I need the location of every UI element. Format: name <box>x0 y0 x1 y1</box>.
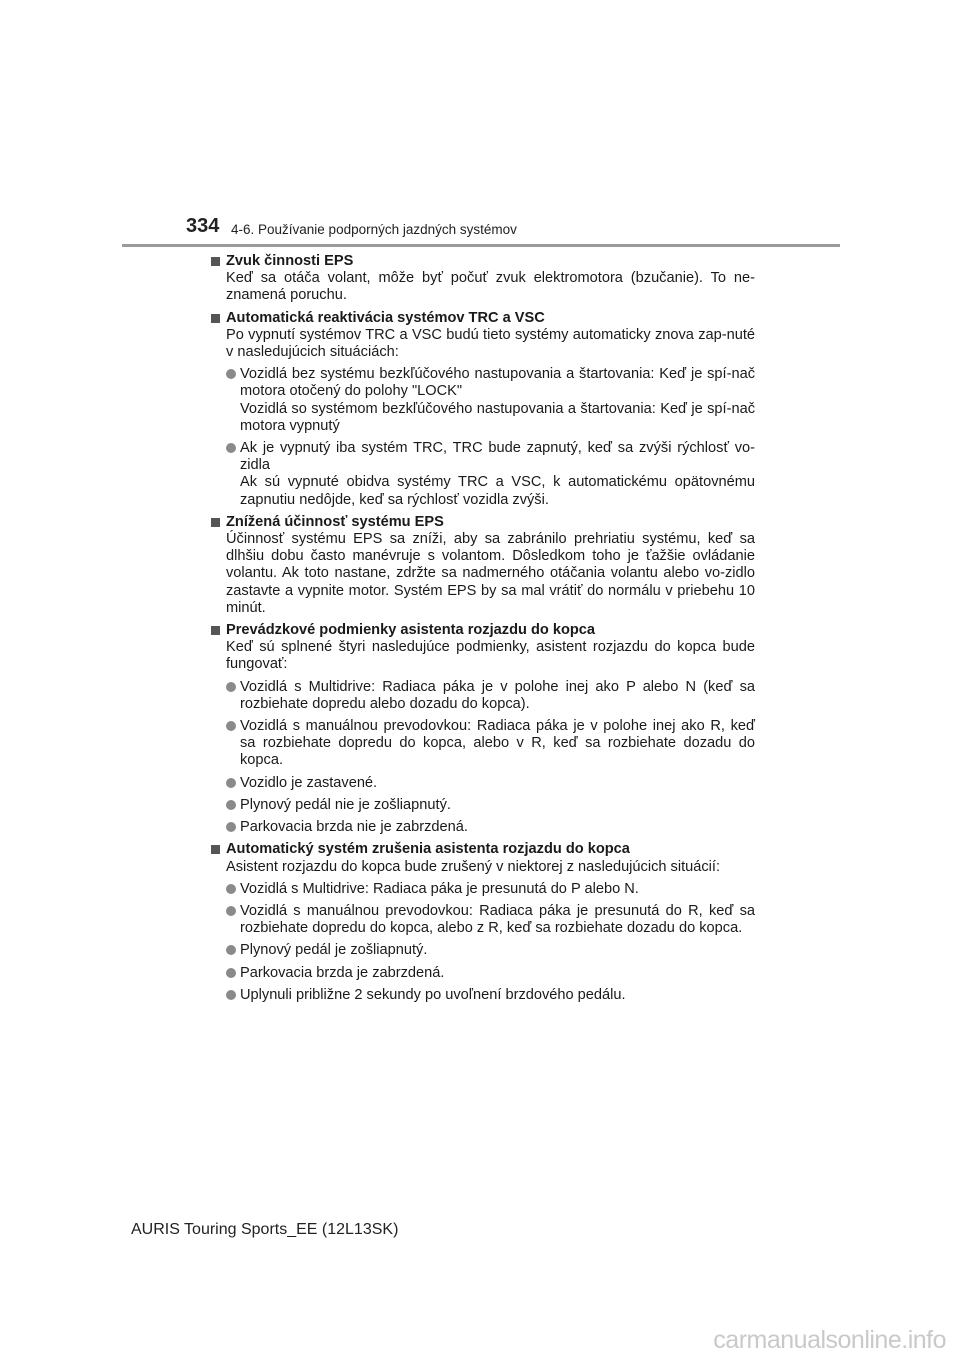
header-divider <box>122 244 840 247</box>
section-title: 4-6. Používanie podporných jazdných systémov <box>231 222 517 237</box>
bullet-text <box>240 987 755 1004</box>
section-paragraph: Po vypnutí systémov TRC a VSC budú tieto systémy automaticky znova zap-nuté v nasledujúcich situáciách: <box>226 326 755 361</box>
section-block <box>211 622 755 836</box>
bullet-text <box>240 797 755 814</box>
section-heading <box>211 514 755 531</box>
section-block <box>211 841 755 1004</box>
round-bullet-icon <box>226 822 236 832</box>
bullet-text-line: Vozidlo je zastavené. <box>240 774 378 791</box>
page-number: 334 <box>186 215 220 237</box>
bullet-text <box>240 679 755 713</box>
section-block <box>211 514 755 617</box>
bullet-text <box>240 718 755 770</box>
main-content <box>211 253 755 1009</box>
section-heading <box>211 841 755 858</box>
bullet-item <box>226 797 755 814</box>
bullet-text-line: Vozidlá s Multidrive: Radiaca páka je v polohe inej ako P alebo N (keď sa rozbiehate dopredu alebo dozadu do kopca). <box>240 678 755 712</box>
bullet-text-line: Vozidlá bez systému bezkľúčového nastupovania a štartovania: Keď je spí-nač motora otočený do polohy "LOCK" <box>240 366 755 400</box>
section-paragraph: Keď sú splnené štyri nasledujúce podmienky, asistent rozjazdu do kopca bude fungovať: <box>226 639 755 673</box>
round-bullet-icon <box>226 721 236 731</box>
round-bullet-icon <box>226 990 236 1000</box>
bullet-item <box>226 881 755 898</box>
bullet-text <box>240 819 755 836</box>
bullet-item <box>226 440 755 509</box>
round-bullet-icon <box>226 884 236 894</box>
bullet-text-line: Parkovacia brzda je zabrzdená. <box>240 964 445 981</box>
bullet-item <box>226 965 755 982</box>
bullet-text <box>240 775 755 792</box>
bullet-text-line: Plynový pedál je zošliapnutý. <box>240 942 428 959</box>
section-heading-text: Automatická reaktivácia systémov TRC a VSC <box>226 309 545 326</box>
round-bullet-icon <box>226 800 236 810</box>
bullet-item <box>226 987 755 1004</box>
bullet-text-line: Vozidlá s manuálnou prevodovkou: Radiaca páka je presunutá do R, keď sa rozbiehate dopredu do kopca, alebo z R, keď sa rozbiehate dozadu do kopca. <box>240 902 755 937</box>
section-heading <box>211 310 755 327</box>
square-bullet-icon <box>211 626 220 635</box>
round-bullet-icon <box>226 906 236 916</box>
round-bullet-icon <box>226 778 236 788</box>
bullet-item <box>226 819 755 836</box>
round-bullet-icon <box>226 443 236 453</box>
bullet-item <box>226 366 755 435</box>
section-paragraph: Keď sa otáča volant, môže byť počuť zvuk elektromotora (bzučanie). To ne-znamená poruchu. <box>226 270 755 304</box>
section-block <box>211 310 755 509</box>
watermark: carmanualsonline.info <box>713 1326 946 1354</box>
bullet-text-line: Vozidlá s manuálnou prevodovkou: Radiaca páka je v polohe inej ako R, keď sa rozbiehate dopredu do kopca, alebo v R, keď sa rozbiehate dozadu do kopca. <box>240 718 755 769</box>
section-heading-text: Prevádzkové podmienky asistenta rozjazdu do kopca <box>226 622 596 639</box>
bullet-text <box>240 366 755 435</box>
section-heading-text: Zvuk činnosti EPS <box>226 253 354 269</box>
square-bullet-icon <box>211 314 220 323</box>
section-paragraph: Asistent rozjazdu do kopca bude zrušený v niektorej z nasledujúcich situácií: <box>226 858 721 875</box>
bullet-text-line: Plynový pedál nie je zošliapnutý. <box>240 796 451 813</box>
section-heading-text: Automatický systém zrušenia asistenta rozjazdu do kopca <box>226 841 630 858</box>
section-block <box>211 253 755 305</box>
bullet-text <box>240 881 755 898</box>
square-bullet-icon <box>211 845 220 854</box>
bullet-text-line: Vozidlá s Multidrive: Radiaca páka je presunutá do P alebo N. <box>240 880 639 897</box>
bullet-text-line: Parkovacia brzda nie je zabrzdená. <box>240 819 468 836</box>
square-bullet-icon <box>211 257 220 266</box>
bullet-text-line: Ak je vypnutý iba systém TRC, TRC bude zapnutý, keď sa zvýši rýchlosť vo-zidla <box>240 440 755 474</box>
bullet-item <box>226 718 755 770</box>
bullet-item <box>226 775 755 792</box>
bullet-text-line: Uplynuli približne 2 sekundy po uvoľnení brzdového pedálu. <box>240 986 626 1003</box>
section-heading <box>211 622 755 639</box>
bullet-text <box>240 942 755 959</box>
section-heading-text: Znížená účinnosť systému EPS <box>226 513 444 530</box>
bullet-text <box>240 440 755 509</box>
bullet-text <box>240 903 755 937</box>
bullet-item <box>226 903 755 937</box>
round-bullet-icon <box>226 369 236 379</box>
bullet-text-line: Vozidlá so systémom bezkľúčového nastupovania a štartovania: Keď je spí-nač motora vypnutý <box>240 400 755 434</box>
bullet-text <box>240 965 755 982</box>
round-bullet-icon <box>226 682 236 692</box>
section-heading <box>211 253 755 270</box>
section-paragraph: Účinnosť systému EPS sa zníži, aby sa zabránilo prehriatiu systému, keď sa dlhšiu dobu často manévruje s volantom. Dôsledkom toho je ťažšie ovládanie volantu. Ak toto nastane, zdržte sa nadmerného otáčania volantu alebo vo-zidlo zastavte a vypnite motor. Systém EPS by sa mal vrátiť do normálu v priebehu 10 minút. <box>226 531 755 616</box>
footer-model: AURIS Touring Sports_EE (12L13SK) <box>131 1221 399 1238</box>
round-bullet-icon <box>226 945 236 955</box>
bullet-item <box>226 679 755 713</box>
round-bullet-icon <box>226 968 236 978</box>
square-bullet-icon <box>211 518 220 527</box>
bullet-item <box>226 942 755 959</box>
bullet-text-line: Ak sú vypnuté obidva systémy TRC a VSC, k automatickému opätovnému zapnutiu nedôjde, keď sa rýchlosť vozidla zvýši. <box>240 474 755 508</box>
